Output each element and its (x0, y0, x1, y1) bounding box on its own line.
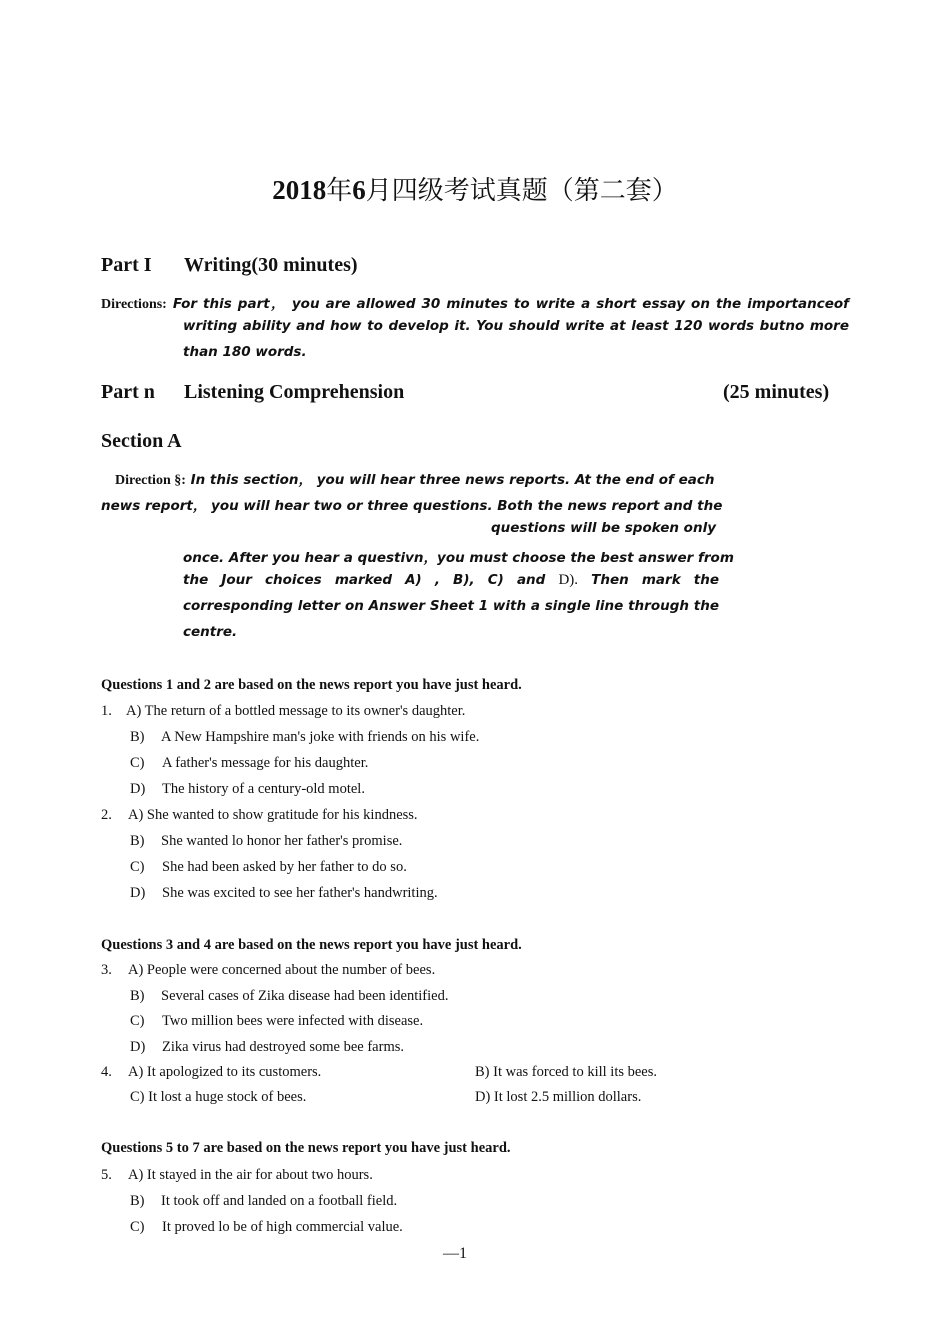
part2-time: (25 minutes) (723, 381, 830, 403)
question-3-option-c: C) Two million bees were infected with disease. (130, 1013, 424, 1029)
question-5-option-b: B) It took off and landed on a football field. (130, 1193, 398, 1209)
part1-directions-line1: Directions: For this part， you are allowed 30 minutes to write a short essay on the importanceof (101, 296, 849, 312)
question-2: 2. A) She wanted to show gratitude for his kindness. (101, 807, 418, 823)
question-5: 5. A) It stayed in the air for about two hours. (101, 1167, 373, 1183)
section-a-directions-line7: centre. (183, 624, 238, 640)
question-4: 4. A) It apologized to its customers. (101, 1064, 322, 1080)
question-4-option-b: B) It was forced to kill its bees. (475, 1064, 658, 1080)
section-a-heading: Section A (101, 430, 182, 452)
question-1-option-d: D) The history of a century-old motel. (130, 781, 365, 797)
section-a-directions-line5: the Jour choices marked A) , B), C) and D). Then mark the (183, 572, 720, 588)
question-1: 1. A) The return of a bottled message to its owner's daughter. (101, 703, 466, 719)
question-3-option-b: B) Several cases of Zika disease had been identified. (130, 988, 449, 1004)
question-2-option-d: D) She was excited to see her father's handwriting. (130, 885, 438, 901)
question-3: 3. A) People were concerned about the number of bees. (101, 962, 436, 978)
question-4-option-c: C) It lost a huge stock of bees. (130, 1089, 307, 1105)
page-title: 2018年6月四级考试真题（第二套） (272, 175, 678, 206)
question-1-option-c: C) A father's message for his daughter. (130, 755, 369, 771)
question-4-option-d: D) It lost 2.5 million dollars. (475, 1089, 642, 1105)
page-number: —1 (443, 1245, 467, 1262)
question-group-header: Questions 3 and 4 are based on the news report you have just heard. (101, 937, 522, 953)
part2-label: Part n (101, 381, 155, 403)
question-group-header: Questions 1 and 2 are based on the news report you have just heard. (101, 677, 522, 693)
section-a-directions-line6: corresponding letter on Answer Sheet 1 with a single line through the (183, 598, 719, 614)
question-2-option-b: B) She wanted lo honor her father's promise. (130, 833, 403, 849)
section-a-directions-line2: news report， you will hear two or three questions. Both the news report and the (101, 498, 723, 514)
question-3-option-d: D) Zika virus had destroyed some bee farms. (130, 1039, 404, 1055)
part1-name: Writing(30 minutes) (184, 254, 358, 276)
part1-directions-line3: than 180 words. (183, 344, 307, 360)
question-1-option-b: B) A New Hampshire man's joke with friends on his wife. (130, 729, 480, 745)
part2-name: Listening Comprehension (184, 381, 405, 403)
section-a-directions-line3: questions will be spoken only (491, 520, 716, 536)
section-a-directions-line1: Direction §: In this section， you will hear three news reports. At the end of each (115, 472, 715, 488)
part1-heading (101, 254, 358, 277)
part1-directions-line2: writing ability and how to develop it. You should write at least 120 words butno more (183, 318, 849, 334)
section-a-directions-line4: once. After you hear a questivn，you must choose the best answer from (183, 550, 734, 566)
part2-heading (101, 381, 404, 404)
question-2-option-c: C) She had been asked by her father to do so. (130, 859, 407, 875)
question-group-header: Questions 5 to 7 are based on the news report you have just heard. (101, 1140, 511, 1156)
part1-label: Part I (101, 254, 152, 276)
question-5-option-c: C) It proved lo be of high commercial value. (130, 1219, 403, 1235)
